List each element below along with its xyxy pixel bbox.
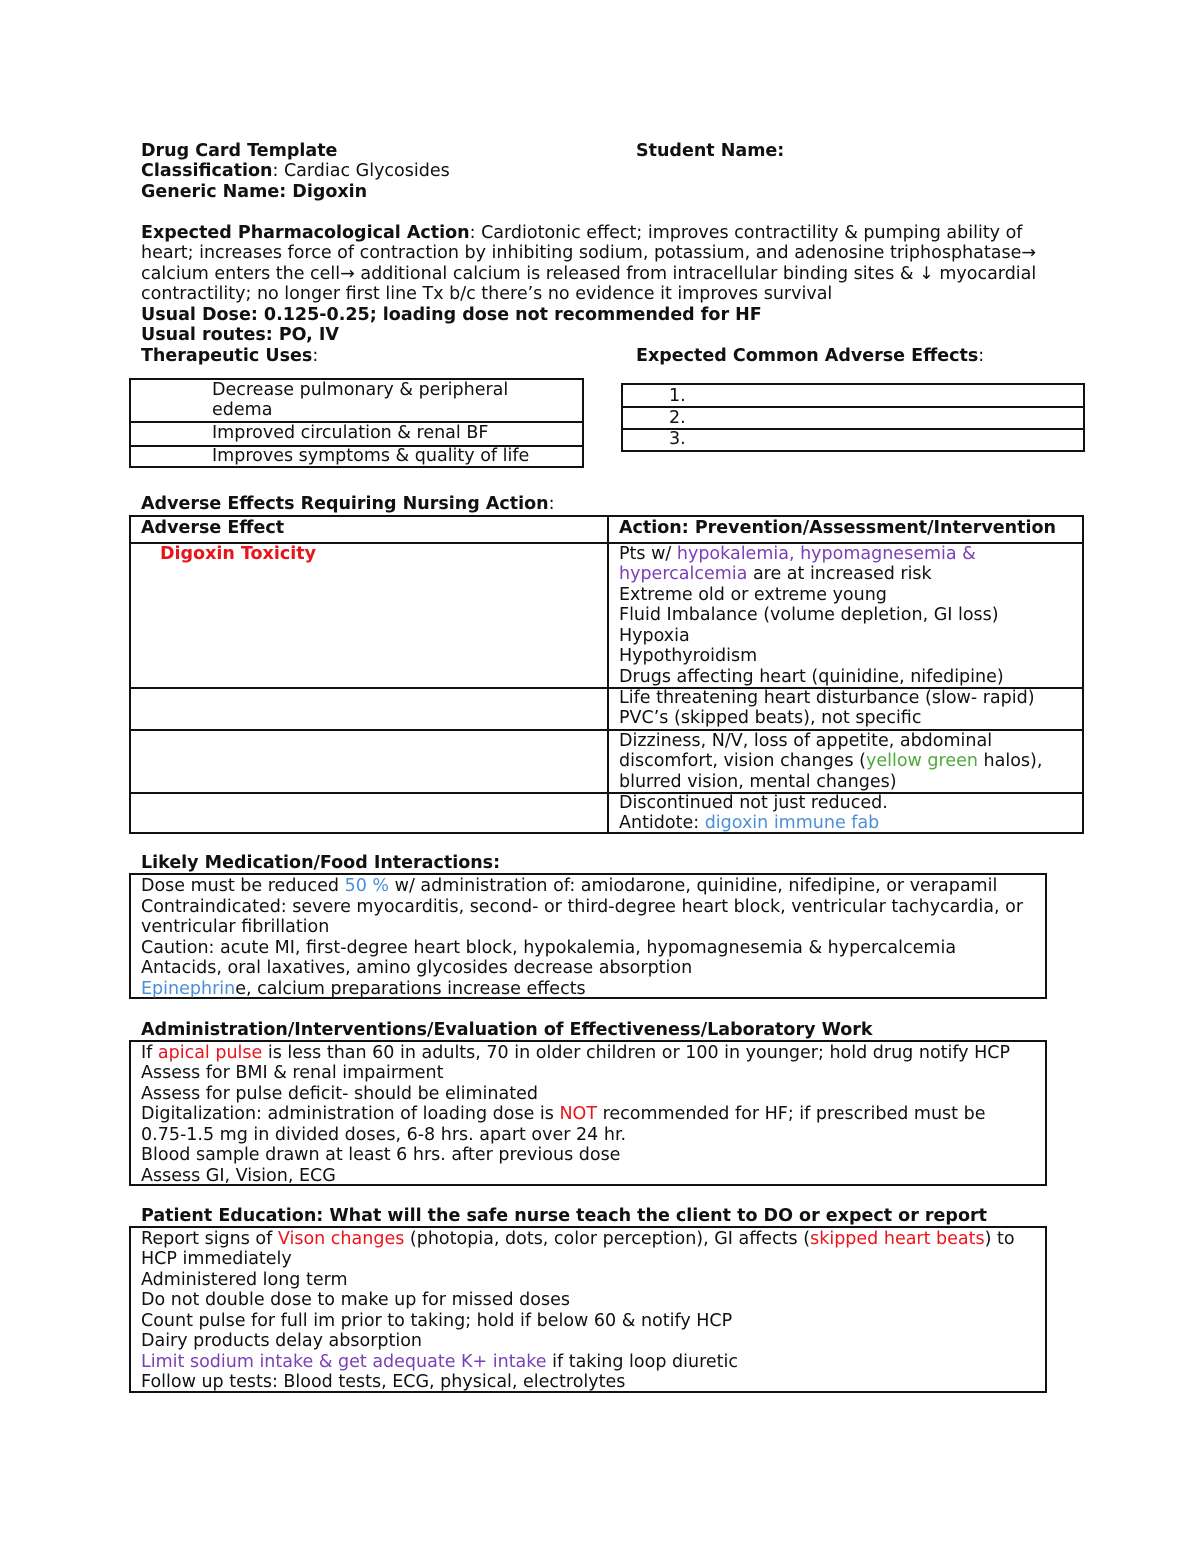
common-adverse-row: [623, 430, 1083, 450]
administration-text: If: [141, 1043, 158, 1063]
not-text: NOT: [559, 1104, 598, 1124]
common-adverse-3: 3.: [669, 429, 686, 449]
interaction-percent: 50 %: [344, 876, 390, 896]
document-title: Drug Card Template: [141, 141, 338, 161]
interaction-line: Contraindicated: severe myocarditis, second- or third-degree heart block, ventricular tachycardia, or: [141, 897, 1024, 917]
adverse-effect-digoxin-toxicity: Digoxin Toxicity: [160, 544, 316, 564]
apical-pulse-text: apical pulse: [157, 1043, 263, 1063]
adverse-effect-header: Adverse Effect: [141, 518, 285, 538]
action-line: blurred vision, mental changes): [619, 772, 897, 792]
classification-value: : Cardiac Glycosides: [272, 161, 450, 181]
antidote-value: digoxin immune fab: [704, 813, 880, 833]
therapeutic-use-row: [131, 423, 582, 447]
therapeutic-uses-heading: [141, 346, 318, 367]
risk-line-4: Fluid Imbalance (volume depletion, GI loss): [619, 605, 999, 625]
adverse-row: [131, 544, 1082, 689]
antidote-label: Antidote:: [619, 813, 705, 833]
education-line: Dairy products delay absorption: [141, 1331, 423, 1351]
risk-line-2: [619, 564, 932, 585]
interactions-box: [129, 873, 1047, 999]
action-line: Life threatening heart disturbance (slow- rapid): [619, 688, 1035, 708]
administration-line: Assess GI, Vision, ECG: [141, 1166, 336, 1186]
risk-hypercalcemia: hypercalcemia: [619, 564, 748, 584]
common-adverse-heading: [636, 346, 984, 367]
adverse-row: [131, 794, 1082, 834]
student-name-label: Student Name:: [636, 141, 785, 161]
risk-line-3: Extreme old or extreme young: [619, 585, 887, 605]
yellow-green-text: yellow green: [865, 751, 978, 771]
sodium-potassium-text: Limit sodium intake & get adequate K+ intake: [141, 1352, 547, 1372]
therapeutic-uses-label: Therapeutic Uses: [141, 346, 313, 366]
adverse-nursing-colon: :: [548, 494, 555, 514]
usual-dose: Usual Dose: 0.125-0.25; loading dose not recommended for HF: [141, 305, 762, 325]
common-adverse-table: [621, 383, 1085, 452]
administration-heading: Administration/Interventions/Evaluation of Effectiveness/Laboratory Work: [141, 1020, 873, 1040]
education-line: Count pulse for full im prior to taking; hold if below 60 & notify HCP: [141, 1311, 733, 1331]
administration-text: Digitalization: administration of loading dose is: [141, 1104, 560, 1124]
education-heading: Patient Education: What will the safe nurse teach the client to DO or expect or report: [141, 1206, 987, 1226]
education-box: [129, 1226, 1047, 1393]
therapeutic-use-1a: Decrease pulmonary & peripheral: [212, 380, 509, 400]
therapeutic-uses-table: [129, 378, 584, 468]
interactions-heading: Likely Medication/Food Interactions:: [141, 853, 501, 873]
education-text: ) to: [984, 1229, 1015, 1249]
classification-line: [141, 161, 450, 182]
vision-text: discomfort, vision changes (: [619, 751, 866, 771]
therapeutic-use-row: [131, 447, 582, 468]
therapeutic-use-row: [131, 380, 582, 423]
therapeutic-uses-colon: :: [312, 346, 319, 366]
interaction-text: w/ administration of: amiodarone, quinidine, nifedipine, or verapamil: [389, 876, 998, 896]
classification-label: Classification: [141, 161, 273, 181]
therapeutic-use-1b: edema: [212, 400, 273, 420]
generic-name: Generic Name: Digoxin: [141, 182, 368, 202]
pharm-action-line-4: contractility; no longer first line Tx b/c there’s no evidence it improves survival: [141, 284, 833, 304]
common-adverse-1: 1.: [669, 386, 686, 406]
adverse-row: [131, 689, 1082, 731]
common-adverse-row: [623, 408, 1083, 430]
risk-line-7: Drugs affecting heart (quinidine, nifedipine): [619, 667, 1004, 687]
risk-line-6: Hypothyroidism: [619, 646, 758, 666]
education-line: [141, 1229, 1015, 1250]
therapeutic-use-2: Improved circulation & renal BF: [212, 423, 489, 443]
interaction-text: e, calcium preparations increase effects: [235, 979, 586, 999]
pharm-action-line-1: [141, 223, 1022, 244]
antidote-line: [619, 813, 879, 834]
administration-line: 0.75-1.5 mg in divided doses, 6-8 hrs. apart over 24 hr.: [141, 1125, 627, 1145]
common-adverse-label: Expected Common Adverse Effects: [636, 346, 979, 366]
action-line: PVC’s (skipped beats), not specific: [619, 708, 922, 728]
vision-changes-text: Vison changes: [277, 1229, 405, 1249]
education-line: Administered long term: [141, 1270, 348, 1290]
action-line: [619, 751, 1042, 772]
epinephrine-text: Epinephrin: [141, 979, 236, 999]
administration-line: Assess for pulse deficit- should be eliminated: [141, 1084, 538, 1104]
education-line: Follow up tests: Blood tests, ECG, physical, electrolytes: [141, 1372, 626, 1392]
administration-text: is less than 60 in adults, 70 in older children or 100 in younger; hold drug notify HCP: [262, 1043, 1011, 1063]
pharm-action-line-3: calcium enters the cell→ additional calcium is released from intracellular binding sites & ↓ myocardial: [141, 264, 1037, 284]
pharm-action-text-1: : Cardiotonic effect; improves contractility & pumping ability of: [469, 223, 1023, 243]
action-line: Discontinued not just reduced.: [619, 793, 888, 813]
risk-tail: are at increased risk: [747, 564, 932, 584]
usual-routes: Usual routes: PO, IV: [141, 325, 339, 345]
skipped-beats-text: skipped heart beats: [810, 1229, 985, 1249]
education-text: if taking loop diuretic: [546, 1352, 738, 1372]
administration-line: [141, 1043, 1010, 1064]
interaction-line: Antacids, oral laxatives, amino glycosides decrease absorption: [141, 958, 693, 978]
halos-text: halos),: [977, 751, 1043, 771]
action-header: Action: Prevention/Assessment/Intervention: [619, 518, 1056, 538]
risk-line-1: [619, 544, 976, 565]
education-text: Report signs of: [141, 1229, 278, 1249]
administration-box: [129, 1040, 1047, 1186]
action-line: Dizziness, N/V, loss of appetite, abdominal: [619, 731, 993, 751]
interaction-line: Caution: acute MI, first-degree heart block, hypokalemia, hypomagnesemia & hypercalcemia: [141, 938, 957, 958]
pharm-action-line-2: heart; increases force of contraction by inhibiting sodium, potassium, and adenosine triphosphatase→: [141, 243, 1036, 263]
education-text: (photopia, dots, color perception), GI affects (: [404, 1229, 811, 1249]
pharm-action-label: Expected Pharmacological Action: [141, 223, 470, 243]
administration-line: Blood sample drawn at least 6 hrs. after previous dose: [141, 1145, 621, 1165]
risk-electrolytes: hypokalemia, hypomagnesemia &: [676, 544, 976, 564]
administration-line: [141, 1104, 985, 1125]
administration-line: Assess for BMI & renal impairment: [141, 1063, 444, 1083]
education-line: Do not double dose to make up for missed doses: [141, 1290, 570, 1310]
education-line: [141, 1352, 738, 1373]
adverse-nursing-label: Adverse Effects Requiring Nursing Action: [141, 494, 549, 514]
interaction-text: Dose must be reduced: [141, 876, 345, 896]
common-adverse-colon: :: [978, 346, 985, 366]
common-adverse-row: [623, 385, 1083, 408]
adverse-nursing-heading: [141, 494, 555, 515]
adverse-row: [131, 731, 1082, 794]
interaction-line: [141, 979, 586, 1000]
interaction-line: ventricular fibrillation: [141, 917, 330, 937]
adverse-nursing-table: [129, 515, 1084, 834]
risk-line-5: Hypoxia: [619, 626, 690, 646]
administration-text: recommended for HF; if prescribed must be: [597, 1104, 986, 1124]
common-adverse-2: 2.: [669, 408, 686, 428]
adverse-header-row: [131, 517, 1082, 544]
education-line: HCP immediately: [141, 1249, 292, 1269]
interaction-line: [141, 876, 997, 897]
risk-prefix: Pts w/: [619, 544, 677, 564]
therapeutic-use-3: Improves symptoms & quality of life: [212, 446, 530, 466]
